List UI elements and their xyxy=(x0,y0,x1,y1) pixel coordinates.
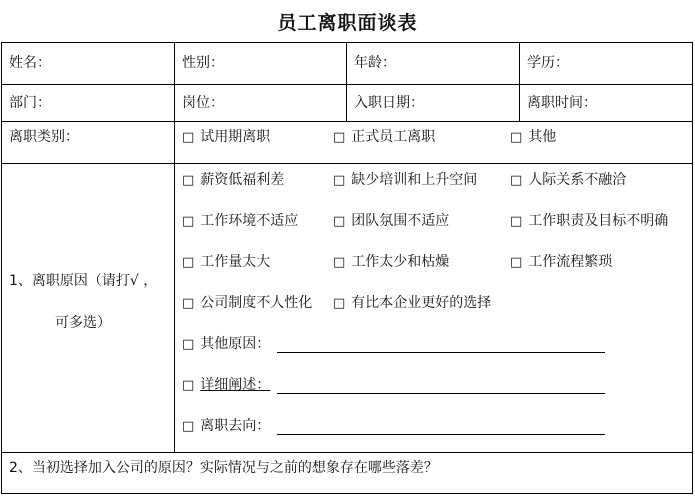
leave-date-label: 离职时间： xyxy=(527,95,597,111)
reason-option[interactable]: □ 团队氛围不适应 xyxy=(333,213,450,229)
type-option-probation[interactable]: □ 试用期离职 xyxy=(182,129,271,145)
reason-option[interactable]: □ 工作太少和枯燥 xyxy=(333,254,450,270)
reason-option[interactable]: □ 工作量太大 xyxy=(182,254,271,270)
question-2: 2、当初选择加入公司的原因？实际情况与之前的想象存在哪些落差？ xyxy=(9,460,438,476)
separation-type-label: 离职类别： xyxy=(9,129,79,145)
type-option-other[interactable]: □ 其他 xyxy=(510,129,557,145)
checkbox-icon[interactable]: □ xyxy=(510,255,523,270)
checkbox-icon[interactable]: □ xyxy=(333,296,346,311)
reason-option[interactable]: □ 缺少培训和上升空间 xyxy=(333,172,478,188)
reason-label: 1、离职原因（请打√ ， xyxy=(9,273,158,289)
type-option-regular[interactable]: □ 正式员工离职 xyxy=(333,129,436,145)
age-label: 年龄： xyxy=(354,55,396,71)
checkbox-icon[interactable]: □ xyxy=(510,173,523,188)
checkbox-icon[interactable]: □ xyxy=(182,337,195,352)
name-label: 姓名： xyxy=(9,55,51,71)
reason-option[interactable]: □ 人际关系不融洽 xyxy=(510,172,627,188)
checkbox-icon[interactable]: □ xyxy=(333,255,346,270)
page-title: 员工离职面谈表 xyxy=(277,12,418,34)
education-label: 学历： xyxy=(527,55,569,71)
checkbox-icon[interactable]: □ xyxy=(182,296,195,311)
detail-input-line[interactable] xyxy=(277,393,605,394)
checkbox-icon[interactable]: □ xyxy=(182,378,195,393)
checkbox-icon[interactable]: □ xyxy=(182,214,195,229)
checkbox-icon[interactable]: □ xyxy=(333,214,346,229)
checkbox-icon[interactable]: □ xyxy=(333,173,346,188)
reason-option[interactable]: □ 工作流程繁琐 xyxy=(510,254,613,270)
reason-option[interactable]: □ 有比本企业更好的选择 xyxy=(333,295,492,311)
checkbox-icon[interactable]: □ xyxy=(510,130,523,145)
reason-option[interactable]: □ 薪资低福利差 xyxy=(182,172,285,188)
destination-option[interactable]: □ 离职去向： xyxy=(182,418,271,434)
other-reason-input-line[interactable] xyxy=(277,352,605,353)
hire-date-label: 入职日期： xyxy=(354,95,424,111)
reason-option[interactable]: □ 工作环境不适应 xyxy=(182,213,299,229)
reason-option[interactable]: □ 公司制度不人性化 xyxy=(182,295,313,311)
checkbox-icon[interactable]: □ xyxy=(182,130,195,145)
reason-label-note: 可多选） xyxy=(55,315,111,331)
checkbox-icon[interactable]: □ xyxy=(333,130,346,145)
checkbox-icon[interactable]: □ xyxy=(182,255,195,270)
department-label: 部门： xyxy=(9,95,51,111)
checkbox-icon[interactable]: □ xyxy=(182,419,195,434)
destination-input-line[interactable] xyxy=(277,434,605,435)
checkbox-icon[interactable]: □ xyxy=(182,173,195,188)
checkbox-icon[interactable]: □ xyxy=(510,214,523,229)
reason-option[interactable]: □ 工作职责及目标不明确 xyxy=(510,213,669,229)
gender-label: 性别： xyxy=(182,55,224,71)
detail-option[interactable]: □ 详细阐述： xyxy=(182,377,271,393)
position-label: 岗位： xyxy=(182,95,224,111)
other-reason-option[interactable]: □ 其他原因： xyxy=(182,336,271,352)
